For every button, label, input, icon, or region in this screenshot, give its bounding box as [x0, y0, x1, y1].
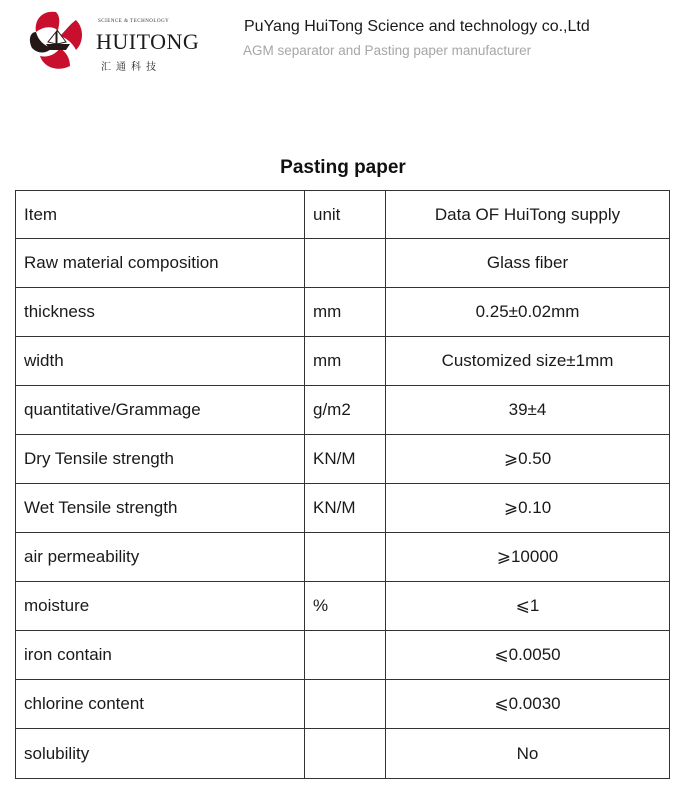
row-value: Glass fiber [386, 239, 670, 288]
row-unit: mm [305, 288, 386, 337]
row-item: solubility [16, 729, 305, 779]
row-value: ⩽0.0030 [386, 680, 670, 729]
row-item: chlorine content [16, 680, 305, 729]
table-row [16, 533, 670, 582]
row-value: Customized size±1mm [386, 337, 670, 386]
table-row [16, 582, 670, 631]
page-header [0, 0, 692, 90]
table-row [16, 484, 670, 533]
row-unit [305, 239, 386, 288]
table-row [16, 729, 670, 779]
table-row [16, 631, 670, 680]
row-value: ⩽1 [386, 582, 670, 631]
row-item: quantitative/Grammage [16, 386, 305, 435]
table-row [16, 386, 670, 435]
row-unit: % [305, 582, 386, 631]
row-value: 0.25±0.02mm [386, 288, 670, 337]
column-header-data: Data OF HuiTong supply [386, 191, 670, 239]
row-unit [305, 533, 386, 582]
row-unit [305, 729, 386, 779]
table-row [16, 337, 670, 386]
row-value: ⩾0.10 [386, 484, 670, 533]
document-title: Pasting paper [280, 157, 406, 178]
row-unit: mm [305, 337, 386, 386]
row-item: iron contain [16, 631, 305, 680]
table-header-row [16, 191, 670, 239]
huitong-logo [26, 8, 216, 74]
row-item: Raw material composition [16, 239, 305, 288]
table-row [16, 239, 670, 288]
row-unit [305, 631, 386, 680]
row-item: Wet Tensile strength [16, 484, 305, 533]
table-row [16, 435, 670, 484]
table-row [16, 680, 670, 729]
row-value: 39±4 [386, 386, 670, 435]
row-unit: KN/M [305, 435, 386, 484]
row-item: width [16, 337, 305, 386]
row-value: No [386, 729, 670, 779]
row-unit [305, 680, 386, 729]
spec-table [15, 190, 670, 779]
company-name: PuYang HuiTong Science and technology co.,Ltd [244, 18, 590, 35]
huitong-logo-mark-icon [26, 8, 90, 74]
logo-name: HUITONG [96, 29, 200, 54]
row-item: moisture [16, 582, 305, 631]
logo-chinese-name: 汇通科技 [101, 62, 161, 73]
row-unit: g/m2 [305, 386, 386, 435]
column-header-item: Item [16, 191, 305, 239]
row-value: ⩽0.0050 [386, 631, 670, 680]
row-value: ⩾0.50 [386, 435, 670, 484]
row-unit: KN/M [305, 484, 386, 533]
column-header-unit: unit [305, 191, 386, 239]
row-item: thickness [16, 288, 305, 337]
table-row [16, 288, 670, 337]
row-value: ⩾10000 [386, 533, 670, 582]
company-subtitle: AGM separator and Pasting paper manufacturer [243, 43, 532, 58]
row-item: Dry Tensile strength [16, 435, 305, 484]
row-item: air permeability [16, 533, 305, 582]
logo-tagline: SCIENCE & TECHNOLOGY [98, 19, 170, 24]
